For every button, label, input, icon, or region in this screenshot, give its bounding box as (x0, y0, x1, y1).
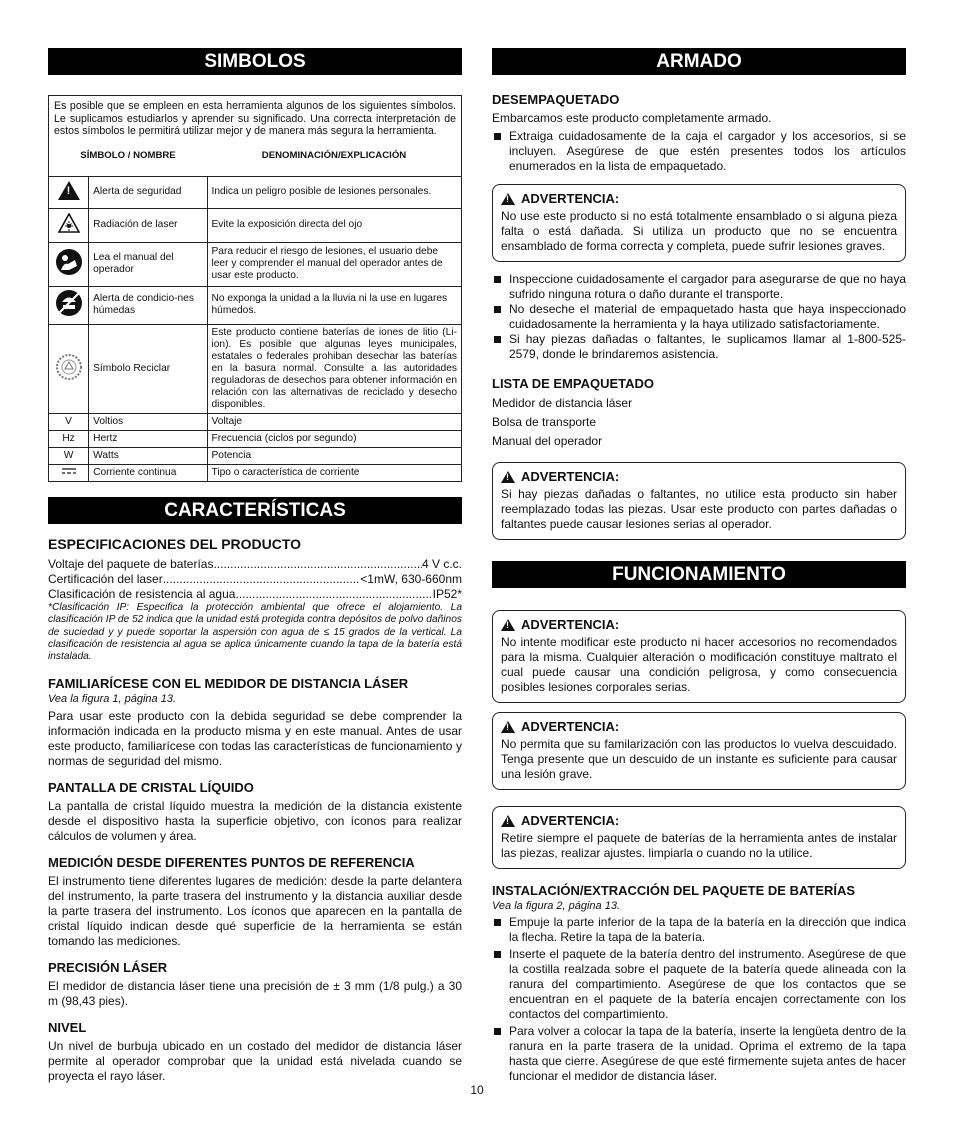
spec-row (48, 557, 462, 572)
lcd-heading: PANTALLA DE CRISTAL LÍQUIDO (48, 779, 254, 795)
direct-current-icon (61, 467, 77, 475)
symbols-intro: Es posible que se empleen en esta herramienta algunos de los siguientes símbolos. Le suplicamos estudiarlos y aprender su significado. Una correcta interpretación de estos símbolos le permitirá utilizar mejor y de manera más segura la herramienta. (54, 100, 456, 138)
battery-heading: INSTALACIÓN/EXTRACCIÓN DEL PAQUETE DE BATERÍAS (492, 883, 856, 898)
spec-value: 4 V c.c. (421, 556, 462, 571)
table-row (49, 242, 461, 286)
ip-footnote: *Clasificación IP: Especifica la protección ambiental que ofrece el alojamiento. La clasificación IP de 52 indica que la unidad está protegida contra depósitos de polvo dañinos de suciedad y y puede soportar la aspersión con agua de ≤ 15 grados de la vertical. La clasificación de resistencia al agua se aplica únicamente cuando la tapa de la batería está instalada. (48, 601, 462, 663)
list-item: Para volver a colocar la tapa de la batería, inserte la lengüeta dentro de la ranura en la parte trasera de la unidad. Oprima el extremo de la tapa hasta que cierre. Asegúrese de que esté firmemente sujeta antes de hacer funcionar el medidor de distancia láser. (492, 1024, 906, 1084)
warning-text: Retire siempre el paquete de baterías de la herramienta antes de instalar las piezas, realizar ajustes. limpiarla o cuando no la utilice. (501, 831, 897, 860)
spec-value: IP52* (432, 586, 462, 601)
nivel-text: Un nivel de burbuja ubicado en un costado del medidor de distancia láser permite al operador comprobar que la unidad está nivelada cuando se proyecta el rayo láser. (48, 1038, 462, 1083)
spec-value: <1mW, 630-660nm (360, 571, 462, 586)
fam-text: Para usar este producto con la debida seguridad se debe comprender la información indicada en la producto misma y en este manual. Antes de usar este producto, familiarícese con todas las características de funcionamiento y normas de seguridad del mismo. (48, 708, 462, 768)
caracteristicas-heading: CARACTERÍSTICAS (48, 497, 462, 524)
spec-label: Clasificación de resistencia al agua (48, 586, 236, 601)
symbol-desc: Indica un peligro posible de lesiones personales. (207, 176, 461, 208)
recycle-icon (55, 353, 83, 381)
warning-title: ADVERTENCIA: (521, 469, 620, 484)
symbol-glyph: Hz (49, 430, 89, 447)
precision-heading: PRECISIÓN LÁSER (48, 959, 168, 975)
symbol-name: Radiación de laser (89, 208, 207, 242)
desempaquetado-heading: DESEMPAQUETADO (492, 92, 620, 107)
safety-alert-icon (58, 181, 80, 200)
symbol-desc: Tipo o característica de corriente (207, 464, 461, 481)
desempaquetado-text: Embarcamos este producto completamente armado. (492, 111, 772, 125)
warning-icon (501, 193, 515, 205)
reference-text: El instrumento tiene diferentes lugares de medición: desde la parte delantera del instrumento, la parte trasera del instrumento y la distancia auxiliar desde la parte trasera del instrumento. Los íconos que aparecen en la pantalla de cristal líquido indican desde qué superficie de la herramienta se están tomando las mediciones. (48, 873, 462, 948)
symbol-desc: Este producto contiene baterías de iones de litio (Li-ion). Es posible que algunas leyes municipales, estatales o federales prohiban desechar las baterías en la basura normal. Consulte a las autoridades reguladoras de desechos para obtener información en relación con las alternativas de reciclado y desecho disponibles. (207, 324, 461, 413)
fam-figure-ref: Vea la figura 1, página 13. (48, 692, 177, 705)
symbol-desc: Evite la exposición directa del ojo (207, 208, 461, 242)
warning-title: ADVERTENCIA: (521, 719, 620, 734)
symbol-glyph: V (49, 413, 89, 430)
symbols-col-header-1: SÍMBOLO / NOMBRE (80, 149, 176, 161)
specs-heading: ESPECIFICACIONES DEL PRODUCTO (48, 535, 302, 552)
page-number: 10 (470, 1083, 484, 1097)
table-row (49, 413, 461, 430)
packing-item: Medidor de distancia láser (492, 396, 633, 410)
list-item: Si hay piezas dañadas o faltantes, le suplicamos llamar al 1-800-525-2579, donde le brindaremos asistencia. (492, 332, 906, 362)
symbol-name: Hertz (89, 430, 207, 447)
battery-steps (492, 915, 906, 1084)
spec-row (48, 572, 462, 587)
desempaquetado-list (492, 129, 906, 174)
warning-box (492, 184, 906, 262)
symbol-name: Lea el manual del operador (89, 242, 207, 286)
table-row (49, 447, 461, 464)
precision-text: El medidor de distancia láser tiene una precisión de ± 3 mm (1/8 pulg.) a 30 m (98,43 pies). (48, 978, 462, 1008)
symbol-name: Voltios (89, 413, 207, 430)
list-item: Inserte el paquete de la batería dentro del instrumento. Asegúrese de que la costilla realzada sobre el paquete de la batería quede alineada con la ranura del compartimiento. Asegúrese de que los contactos que se encuentran en el paquete de la batería encajen correctamente con los contactos del compartimiento. (492, 947, 906, 1022)
warning-icon (501, 721, 515, 733)
symbol-name: Corriente continua (89, 464, 207, 481)
symbol-name: Alerta de condicio-nes húmedas (89, 286, 207, 324)
list-item: Extraiga cuidadosamente de la caja el cargador y los accesorios, si se incluyen. Asegúrese de que estén presentes todos los artículos enumerados en la lista de empaquetado. (492, 129, 906, 174)
list-item: Empuje la parte inferior de la tapa de la batería en la dirección que indica la flecha. Retire la tapa de la batería. (492, 915, 906, 945)
laser-radiation-icon (58, 213, 80, 233)
spec-row (48, 587, 462, 602)
symbol-name: Símbolo Reciclar (89, 324, 207, 413)
simbolos-heading: SIMBOLOS (48, 48, 462, 75)
inspection-list (492, 272, 906, 362)
symbol-desc: No exponga la unidad a la lluvia ni la use en lugares húmedos. (207, 286, 461, 324)
warning-text: No use este producto si no está totalmente ensamblado o si alguna pieza falta o está dañada. Si utiliza un producto que no se encuentra ensamblado de forma correcta y completa, puede sufrir lesiones graves. (501, 209, 897, 253)
warning-icon (501, 619, 515, 631)
symbol-desc: Para reducir el riesgo de lesiones, el usuario debe leer y comprender el manual del operador antes de usar este producto. (207, 242, 461, 286)
warning-box (492, 610, 906, 703)
spec-label: Certificación del laser (48, 571, 163, 586)
warning-text: No permita que su familarización con las productos lo vuelva descuidado. Tenga presente que un descuido de un instante es suficiente para causar una lesión grave. (501, 737, 897, 781)
battery-figure-ref: Vea la figura 2, página 13. (492, 900, 621, 912)
spec-label: Voltaje del paquete de baterías (48, 556, 214, 571)
table-row (49, 430, 461, 447)
read-manual-icon (55, 248, 83, 276)
right-column (492, 48, 906, 1084)
symbols-table-box (48, 95, 462, 482)
table-row (49, 324, 461, 413)
table-row (49, 176, 461, 208)
funcionamiento-heading: FUNCIONAMIENTO (492, 561, 906, 588)
warning-box (492, 806, 906, 869)
warning-icon (501, 815, 515, 827)
symbol-glyph: W (49, 447, 89, 464)
warning-box (492, 712, 906, 790)
warning-icon (501, 471, 515, 483)
warning-box (492, 462, 906, 540)
nivel-heading: NIVEL (48, 1019, 87, 1035)
wet-conditions-icon (55, 289, 83, 317)
specs-list (48, 557, 462, 602)
warning-title: ADVERTENCIA: (521, 191, 620, 206)
table-row (49, 286, 461, 324)
lista-heading: LISTA DE EMPAQUETADO (492, 376, 655, 391)
list-item: Inspeccione cuidadosamente el cargador para asegurarse de que no haya sufrido ninguna rotura o daño durante el transporte. (492, 272, 906, 302)
symbol-name: Alerta de seguridad (89, 176, 207, 208)
symbols-col-header-2: DENOMINACIÓN/EXPLICACIÓN (261, 149, 407, 161)
warning-title: ADVERTENCIA: (521, 617, 620, 632)
warning-title: ADVERTENCIA: (521, 813, 620, 828)
lcd-text: La pantalla de cristal líquido muestra la medición de la distancia existente desde el dispositivo hasta la superficie objetivo, con íconos para realizar cálculos de volumen y área. (48, 798, 462, 843)
symbol-name: Watts (89, 447, 207, 464)
armado-heading: ARMADO (492, 48, 906, 75)
warning-text: No intente modificar este producto ni hacer accesorios no recomendados para la misma. Cualquier alteración o modificación constituye maltrato el cual puede causar una condición peligrosa, y como consecuencia posibles lesiones corporales serias. (501, 635, 897, 694)
table-row (49, 208, 461, 242)
table-row (49, 464, 461, 481)
packing-item: Manual del operador (492, 434, 603, 448)
left-column (48, 48, 462, 1084)
list-item: No deseche el material de empaquetado hasta que haya inspeccionado cuidadosamente la herramienta y la haya utilizado satisfactoriamente. (492, 302, 906, 332)
symbol-desc: Voltaje (207, 413, 461, 430)
warning-text: Si hay piezas dañadas o faltantes, no utilice esta producto sin haber reemplazado todas las piezas. Usar este producto con partes dañadas o faltantes puede causar lesiones serias al operador. (501, 487, 897, 531)
packing-item: Bolsa de transporte (492, 415, 597, 429)
symbols-table (49, 144, 461, 481)
symbol-desc: Frecuencia (ciclos por segundo) (207, 430, 461, 447)
symbol-desc: Potencia (207, 447, 461, 464)
fam-heading: FAMILIARÍCESE CON EL MEDIDOR DE DISTANCIA LÁSER (48, 675, 409, 691)
reference-heading: MEDICIÓN DESDE DIFERENTES PUNTOS DE REFERENCIA (48, 854, 415, 870)
